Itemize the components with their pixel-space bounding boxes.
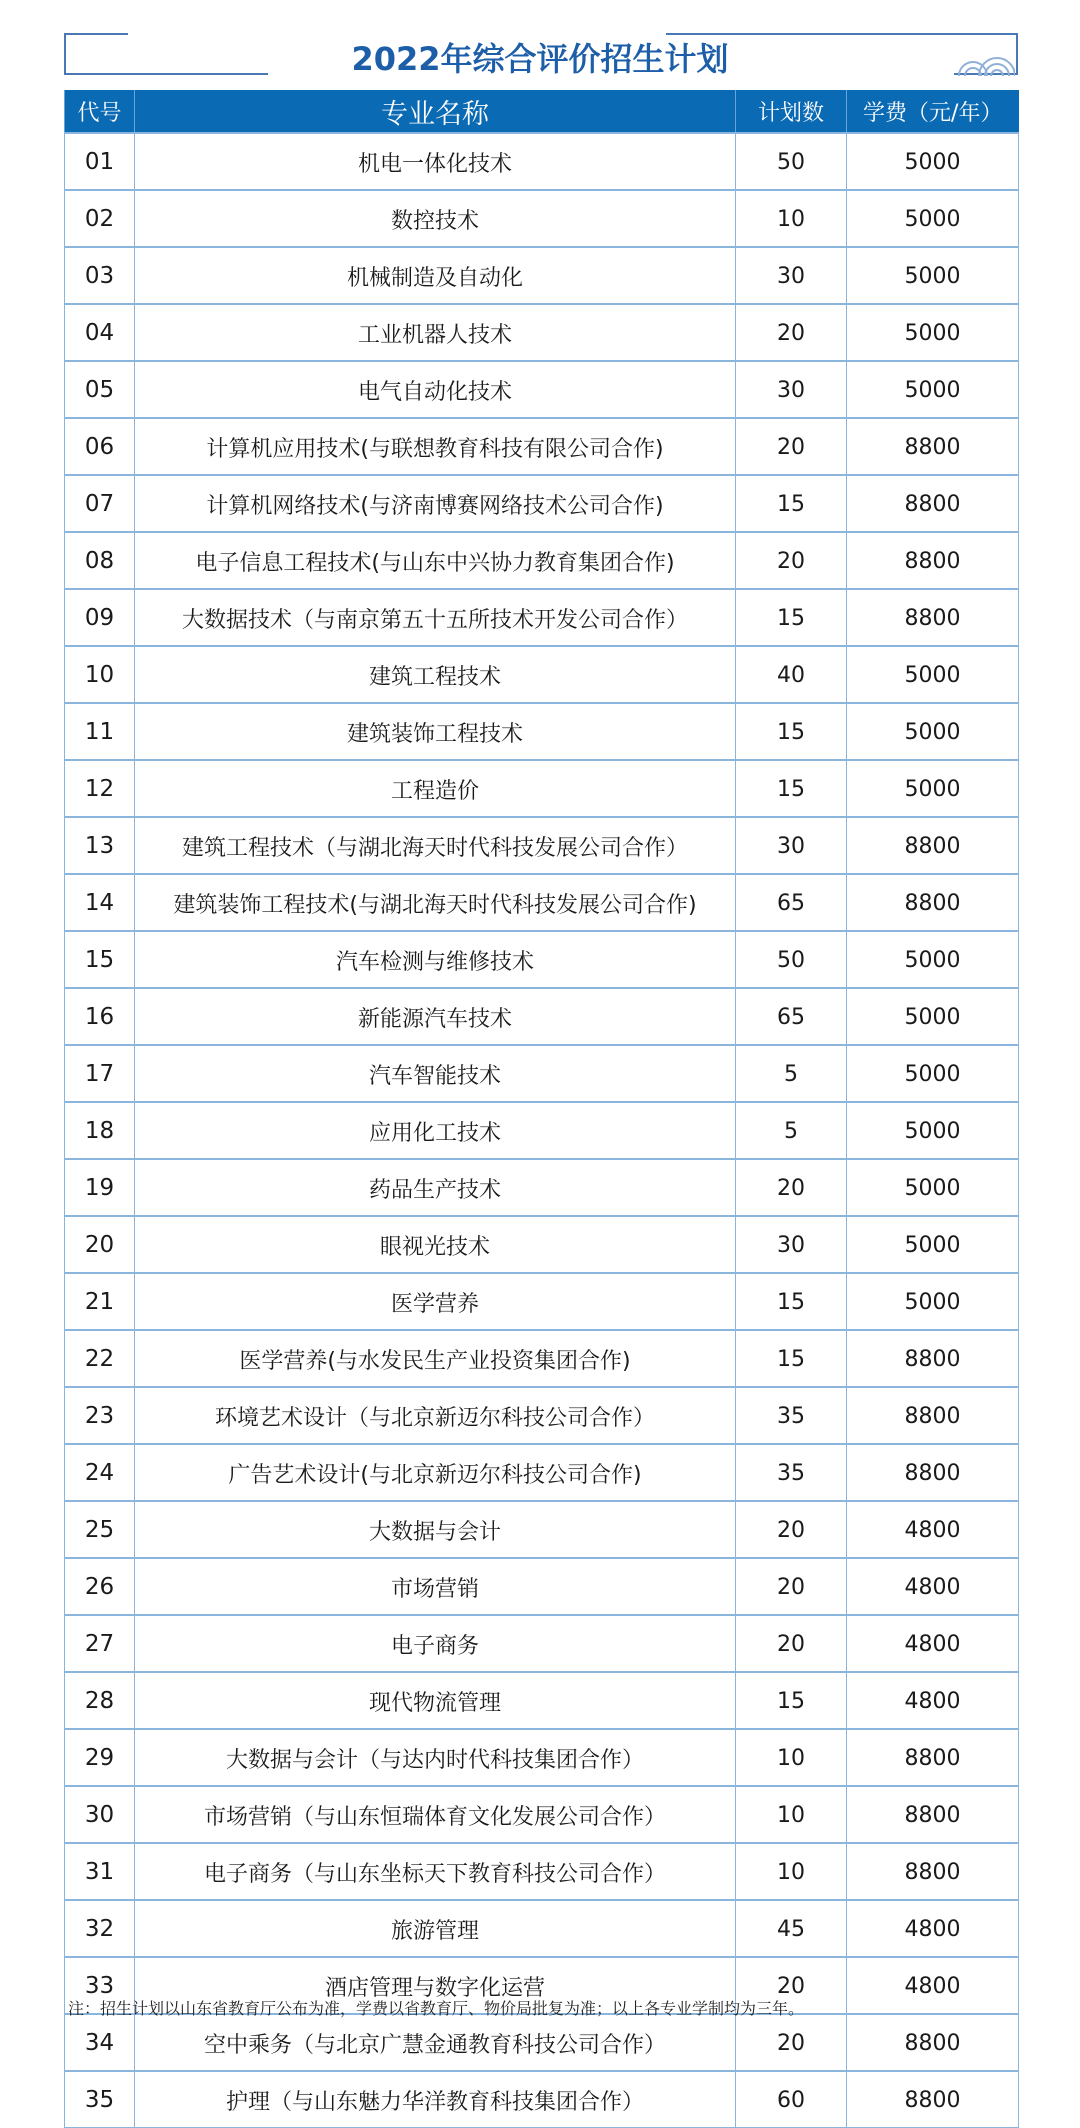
cell-name: 眼视光技术 [135, 1216, 736, 1273]
cell-count: 50 [736, 133, 847, 190]
cell-fee: 8800 [847, 874, 1019, 931]
table-row [65, 1615, 1019, 1672]
cell-fee: 4800 [847, 1900, 1019, 1957]
table-row [65, 1102, 1019, 1159]
table-row [65, 304, 1019, 361]
cell-count: 10 [736, 1729, 847, 1786]
cell-code: 27 [65, 1615, 135, 1672]
cell-name: 现代物流管理 [135, 1672, 736, 1729]
cell-count: 30 [736, 247, 847, 304]
cell-name: 医学营养 [135, 1273, 736, 1330]
cell-name: 空中乘务（与北京广慧金通教育科技公司合作） [135, 2014, 736, 2071]
cell-name: 应用化工技术 [135, 1102, 736, 1159]
cell-fee: 4800 [847, 1615, 1019, 1672]
table-row [65, 361, 1019, 418]
header-code: 代号 [65, 90, 135, 133]
table-row [65, 247, 1019, 304]
cell-code: 02 [65, 190, 135, 247]
cell-name: 计算机网络技术(与济南博赛网络技术公司合作) [135, 475, 736, 532]
cell-code: 23 [65, 1387, 135, 1444]
table-row [65, 1672, 1019, 1729]
cell-name: 酒店管理与数字化运营 [135, 1957, 736, 2014]
cell-fee: 5000 [847, 247, 1019, 304]
table-row [65, 1786, 1019, 1843]
cell-code: 28 [65, 1672, 135, 1729]
cell-code: 22 [65, 1330, 135, 1387]
table-row [65, 1843, 1019, 1900]
cell-count: 15 [736, 589, 847, 646]
cell-count: 15 [736, 1672, 847, 1729]
cell-count: 60 [736, 2071, 847, 2128]
table-row [65, 1387, 1019, 1444]
cell-code: 15 [65, 931, 135, 988]
cell-code: 04 [65, 304, 135, 361]
table-row [65, 1159, 1019, 1216]
cell-count: 15 [736, 1273, 847, 1330]
cell-count: 20 [736, 1615, 847, 1672]
table-row [65, 817, 1019, 874]
cell-fee: 5000 [847, 133, 1019, 190]
cell-name: 大数据技术（与南京第五十五所技术开发公司合作） [135, 589, 736, 646]
cell-code: 11 [65, 703, 135, 760]
cell-fee: 5000 [847, 988, 1019, 1045]
cell-count: 50 [736, 931, 847, 988]
cell-name: 计算机应用技术(与联想教育科技有限公司合作) [135, 418, 736, 475]
table-row [65, 760, 1019, 817]
cell-name: 电子商务（与山东坐标天下教育科技公司合作） [135, 1843, 736, 1900]
cell-code: 17 [65, 1045, 135, 1102]
cell-fee: 8800 [847, 1729, 1019, 1786]
cell-count: 20 [736, 1159, 847, 1216]
cell-name: 大数据与会计 [135, 1501, 736, 1558]
cell-fee: 8800 [847, 817, 1019, 874]
cell-code: 34 [65, 2014, 135, 2071]
table-row [65, 1444, 1019, 1501]
cell-count: 35 [736, 1387, 847, 1444]
cell-code: 03 [65, 247, 135, 304]
cell-fee: 8800 [847, 2071, 1019, 2128]
table-row [65, 1216, 1019, 1273]
cell-count: 15 [736, 703, 847, 760]
cell-code: 32 [65, 1900, 135, 1957]
table-row [65, 2014, 1019, 2071]
cell-name: 市场营销 [135, 1558, 736, 1615]
enrollment-plan-table [64, 90, 1019, 2128]
table-row [65, 475, 1019, 532]
header-fee: 学费（元/年） [847, 90, 1019, 133]
cell-name: 工程造价 [135, 760, 736, 817]
cell-count: 20 [736, 304, 847, 361]
cell-name: 旅游管理 [135, 1900, 736, 1957]
cell-count: 65 [736, 874, 847, 931]
cell-count: 20 [736, 1957, 847, 2014]
cell-name: 护理（与山东魅力华洋教育科技集团合作） [135, 2071, 736, 2128]
cell-fee: 5000 [847, 760, 1019, 817]
cell-code: 31 [65, 1843, 135, 1900]
cell-name: 汽车检测与维修技术 [135, 931, 736, 988]
table-row [65, 1900, 1019, 1957]
cell-fee: 4800 [847, 1501, 1019, 1558]
cell-fee: 5000 [847, 361, 1019, 418]
cell-fee: 5000 [847, 931, 1019, 988]
table-row [65, 133, 1019, 190]
cell-code: 19 [65, 1159, 135, 1216]
cell-count: 30 [736, 361, 847, 418]
cell-name: 环境艺术设计（与北京新迈尔科技公司合作） [135, 1387, 736, 1444]
cell-count: 5 [736, 1102, 847, 1159]
cell-name: 药品生产技术 [135, 1159, 736, 1216]
table-row [65, 1045, 1019, 1102]
cell-code: 12 [65, 760, 135, 817]
cell-code: 01 [65, 133, 135, 190]
cell-code: 24 [65, 1444, 135, 1501]
table-row [65, 532, 1019, 589]
cell-fee: 8800 [847, 418, 1019, 475]
cell-count: 30 [736, 817, 847, 874]
cell-code: 29 [65, 1729, 135, 1786]
cell-code: 10 [65, 646, 135, 703]
cell-name: 市场营销（与山东恒瑞体育文化发展公司合作） [135, 1786, 736, 1843]
cell-count: 15 [736, 1330, 847, 1387]
cell-fee: 8800 [847, 1330, 1019, 1387]
cell-count: 65 [736, 988, 847, 1045]
cell-count: 20 [736, 1558, 847, 1615]
cell-name: 广告艺术设计(与北京新迈尔科技公司合作) [135, 1444, 736, 1501]
cell-fee: 8800 [847, 1843, 1019, 1900]
cell-code: 30 [65, 1786, 135, 1843]
cell-name: 新能源汽车技术 [135, 988, 736, 1045]
cell-fee: 5000 [847, 1216, 1019, 1273]
cell-fee: 5000 [847, 1159, 1019, 1216]
cell-count: 35 [736, 1444, 847, 1501]
cell-fee: 8800 [847, 532, 1019, 589]
table-row [65, 1501, 1019, 1558]
cell-name: 建筑装饰工程技术 [135, 703, 736, 760]
cell-code: 06 [65, 418, 135, 475]
table-row [65, 1330, 1019, 1387]
header-count: 计划数 [736, 90, 847, 133]
cell-code: 14 [65, 874, 135, 931]
cell-fee: 4800 [847, 1558, 1019, 1615]
cell-name: 大数据与会计（与达内时代科技集团合作） [135, 1729, 736, 1786]
cell-name: 电子信息工程技术(与山东中兴协力教育集团合作) [135, 532, 736, 589]
table-row [65, 874, 1019, 931]
cell-name: 电气自动化技术 [135, 361, 736, 418]
cell-name: 工业机器人技术 [135, 304, 736, 361]
cell-code: 25 [65, 1501, 135, 1558]
cell-code: 16 [65, 988, 135, 1045]
header-name: 专业名称 [135, 90, 736, 133]
cell-count: 15 [736, 475, 847, 532]
cell-name: 建筑装饰工程技术(与湖北海天时代科技发展公司合作) [135, 874, 736, 931]
table-row [65, 589, 1019, 646]
page-title: 2022年综合评价招生计划 [351, 40, 729, 78]
cell-count: 10 [736, 1786, 847, 1843]
cell-fee: 5000 [847, 190, 1019, 247]
cell-fee: 5000 [847, 304, 1019, 361]
cell-name: 建筑工程技术（与湖北海天时代科技发展公司合作） [135, 817, 736, 874]
cell-fee: 5000 [847, 703, 1019, 760]
cell-fee: 5000 [847, 1045, 1019, 1102]
cell-code: 18 [65, 1102, 135, 1159]
cell-fee: 5000 [847, 1102, 1019, 1159]
cell-fee: 8800 [847, 1786, 1019, 1843]
footnote: 注：招生计划以山东省教育厅公布为准，学费以省教育厅、物价局批复为准；以上各专业学制均为三年。 [68, 1999, 805, 2018]
cell-name: 汽车智能技术 [135, 1045, 736, 1102]
cell-code: 05 [65, 361, 135, 418]
cell-count: 20 [736, 1501, 847, 1558]
cell-fee: 4800 [847, 1957, 1019, 2014]
cell-count: 20 [736, 532, 847, 589]
cell-code: 13 [65, 817, 135, 874]
cell-fee: 4800 [847, 1672, 1019, 1729]
cell-count: 10 [736, 190, 847, 247]
cell-code: 07 [65, 475, 135, 532]
cell-code: 08 [65, 532, 135, 589]
cell-count: 40 [736, 646, 847, 703]
cell-count: 10 [736, 1843, 847, 1900]
table-row [65, 931, 1019, 988]
cell-count: 20 [736, 2014, 847, 2071]
cell-fee: 8800 [847, 475, 1019, 532]
table-row [65, 1273, 1019, 1330]
cell-count: 30 [736, 1216, 847, 1273]
table-row [65, 1729, 1019, 1786]
table-row [65, 646, 1019, 703]
cell-name: 机电一体化技术 [135, 133, 736, 190]
cell-code: 35 [65, 2071, 135, 2128]
cloud-ornament-icon [955, 48, 1015, 76]
cell-code: 20 [65, 1216, 135, 1273]
cell-fee: 8800 [847, 1444, 1019, 1501]
cell-count: 5 [736, 1045, 847, 1102]
table-row [65, 2071, 1019, 2128]
cell-fee: 8800 [847, 2014, 1019, 2071]
cell-name: 电子商务 [135, 1615, 736, 1672]
cell-code: 21 [65, 1273, 135, 1330]
cell-fee: 5000 [847, 646, 1019, 703]
cell-fee: 5000 [847, 1273, 1019, 1330]
table-row [65, 988, 1019, 1045]
cell-code: 33 [65, 1957, 135, 2014]
cell-count: 15 [736, 760, 847, 817]
cell-count: 20 [736, 418, 847, 475]
cell-name: 建筑工程技术 [135, 646, 736, 703]
table-row [65, 418, 1019, 475]
table-row [65, 703, 1019, 760]
cell-count: 45 [736, 1900, 847, 1957]
cell-code: 26 [65, 1558, 135, 1615]
cell-name: 数控技术 [135, 190, 736, 247]
cell-name: 医学营养(与水发民生产业投资集团合作) [135, 1330, 736, 1387]
cell-fee: 8800 [847, 589, 1019, 646]
cell-code: 09 [65, 589, 135, 646]
cell-fee: 8800 [847, 1387, 1019, 1444]
table-row [65, 1558, 1019, 1615]
cell-name: 机械制造及自动化 [135, 247, 736, 304]
table-header-row [65, 90, 1019, 133]
table-row [65, 190, 1019, 247]
